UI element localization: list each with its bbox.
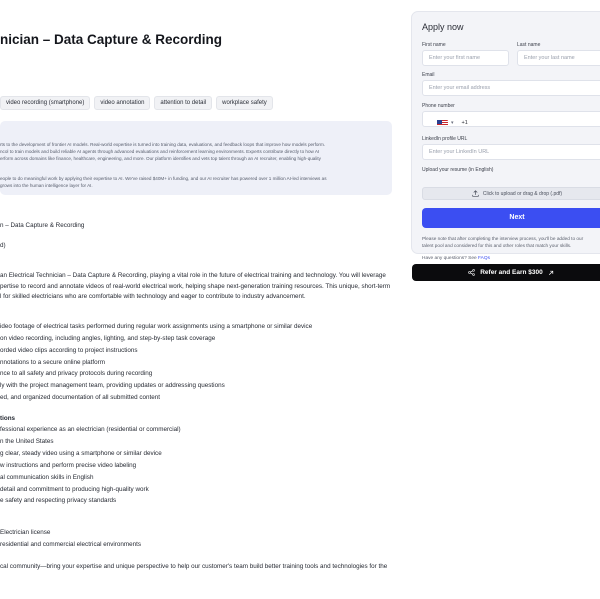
upload-label: Click to upload or drag & drop (.pdf) <box>482 190 563 197</box>
responsibility-item: ideo footage of electrical tasks performed during regular work assignments using a smartphone or similar device <box>0 323 313 330</box>
skill-tag: video recording (smartphone) <box>0 96 90 110</box>
email-input[interactable]: Enter your email address <box>422 80 600 96</box>
company-about-box <box>0 121 392 195</box>
note-line: Please note that after completing the interview process, you'll be added to our <box>422 236 584 241</box>
job-title: nician – Data Capture & Recording <box>0 32 223 47</box>
qualification-item: fessional experience as an electrician (residential or commercial) <box>0 426 181 433</box>
responsibility-item: ly with the project management team, providing updates or addressing questions <box>0 382 225 389</box>
qualification-item: e safety and respecting privacy standards <box>0 497 117 504</box>
apply-title: Apply now <box>422 22 464 32</box>
resume-label: Upload your resume (in English) <box>422 167 494 173</box>
country-code-selector[interactable] <box>437 116 468 127</box>
us-flag-icon <box>437 120 448 127</box>
talent-pool-note <box>422 235 583 249</box>
first-name-input[interactable]: Enter your first name <box>422 50 509 66</box>
preferred-item: Electrician license <box>0 529 51 536</box>
qualification-item: g clear, steady video using a smartphone or similar device <box>0 450 162 457</box>
qualification-item: detail and commitment to producing high-quality work <box>0 486 149 493</box>
first-name-label: First name <box>422 42 446 48</box>
closing-line: cal community—bring your expertise and unique perspective to help our customer's team build better training tools and technologies for the <box>0 563 388 570</box>
next-button[interactable]: Next <box>422 208 600 228</box>
employment-type-line: d) <box>0 242 6 249</box>
role-line: n – Data Capture & Recording <box>0 222 85 229</box>
preferred-item: residential and commercial electrical environments <box>0 541 142 548</box>
qualification-item: w instructions and perform precise video labeling <box>0 462 137 469</box>
questions-text: Have any questions? See <box>422 256 479 261</box>
responsibility-item: on video recording, including angles, lighting, and step-by-step task coverage <box>0 335 216 342</box>
faq-link[interactable]: FAQs <box>478 256 491 261</box>
last-name-label: Last name <box>517 42 541 48</box>
refer-label: Refer and Earn $300 <box>480 269 543 276</box>
phone-input[interactable] <box>422 111 600 127</box>
description-line: l for skilled electricians who are comfortable with technology and eager to contribute to industry advancement. <box>0 293 306 300</box>
skill-tag: workplace safety <box>216 96 273 110</box>
resume-upload-dropzone[interactable] <box>422 187 600 200</box>
responsibility-item: nce to all safety and privacy protocols during recording <box>0 370 153 377</box>
qualification-item: al communication skills in English <box>0 474 94 481</box>
qualifications-heading: tions <box>0 415 16 422</box>
description-line: an Electrical Technician – Data Capture & Recording, playing a vital role in the future of electrical training and technology. You will leverage <box>0 272 386 279</box>
responsibility-item: nnotations to a secure online platform <box>0 359 106 366</box>
note-line: talent pool and considered for this and other roles that match your skills. <box>422 243 572 248</box>
linkedin-label: LinkedIn profile URL <box>422 136 468 142</box>
chevron-down-icon: ▾ <box>451 120 454 126</box>
about-text-line: eople to do meaningful work by applying their expertise to AI. We've raised $40M+ in funding, and our AI recruiter has powered over 1 million AI-led interviews as <box>0 176 327 181</box>
questions-line <box>422 256 490 261</box>
apply-panel <box>411 11 600 261</box>
last-name-input[interactable]: Enter your last name <box>517 50 600 66</box>
qualification-item: n the United States <box>0 438 54 445</box>
phone-country-code: +1 <box>461 120 468 126</box>
arrow-up-right-icon <box>548 270 554 276</box>
skill-tag: attention to detail <box>154 96 212 110</box>
refer-and-earn-button[interactable] <box>412 264 600 281</box>
responsibility-item: orded video clips according to project instructions <box>0 347 138 354</box>
upload-icon <box>472 190 479 197</box>
about-text-line: grows into the human intelligence layer for AI. <box>0 183 93 188</box>
skill-tag: video annotation <box>94 96 150 110</box>
responsibility-item: ed, and organized documentation of all submitted content <box>0 394 160 401</box>
description-line: pertise to record and annotate videos of real-world electrical work, helping shape next-generation training resources. This unique, short-term <box>0 283 391 290</box>
about-text-line: ncol to train models and build reliable AI agents through advanced evaluations and reinforcement learning environments. Experts contribute directly to how AI <box>0 149 320 154</box>
phone-label: Phone number <box>422 103 455 109</box>
share-icon <box>468 269 475 276</box>
email-label: Email <box>422 72 435 78</box>
about-text-line: rts to the development of frontier AI models. Real-world expertise is turned into training data, evaluations, and feedback loops that improve how models perform. <box>0 142 326 147</box>
about-text-line: erform across domains like finance, healthcare, engineering, and more. Our platform identifies and vets top talent through an AI recruiter, enabling high-quality <box>0 156 321 161</box>
skill-tags <box>0 96 273 110</box>
linkedin-input[interactable]: Enter your LinkedIn URL <box>422 144 600 160</box>
